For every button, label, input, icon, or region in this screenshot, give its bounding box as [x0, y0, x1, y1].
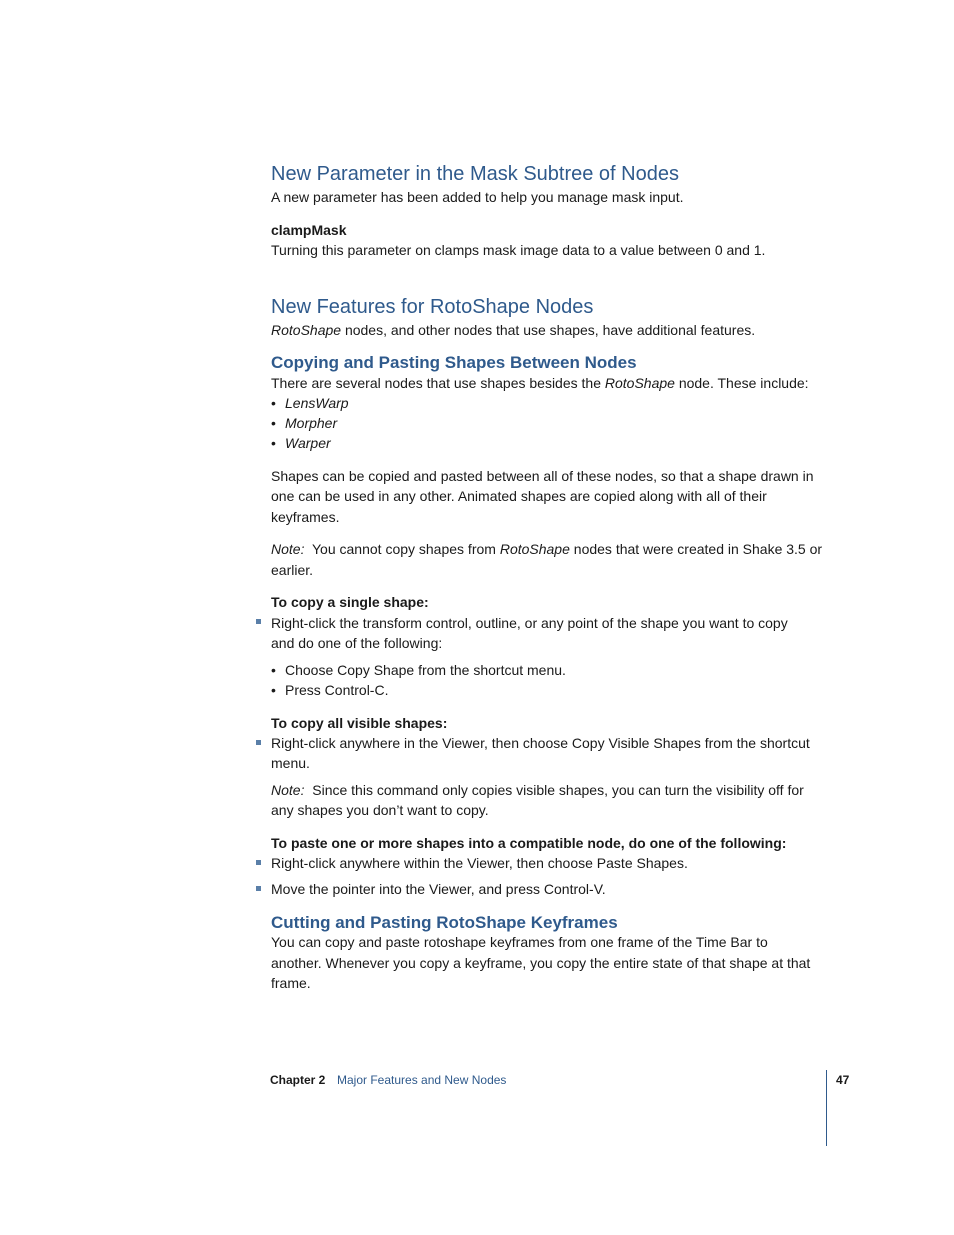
subsection-heading-cutting: Cutting and Pasting RotoShape Keyframes — [271, 913, 618, 932]
bullet-dot: • — [271, 435, 276, 451]
bullet-dot: • — [271, 662, 276, 678]
copy-intro: There are several nodes that use shapes besides the RotoShape node. These include: — [271, 375, 809, 391]
footer-divider — [826, 1070, 827, 1146]
step-line: menu. — [271, 755, 310, 771]
step-bullet-square — [256, 860, 261, 865]
step-line: and do one of the following: — [271, 635, 443, 651]
step-line: Move the pointer into the Viewer, and press Control-V. — [271, 881, 606, 897]
subsection-heading-copying: Copying and Pasting Shapes Between Nodes — [271, 353, 637, 372]
footer-chapter-title: Major Features and New Nodes — [337, 1073, 507, 1087]
note: Note: You cannot copy shapes from RotoShape nodes that were created in Shake 3.5 or — [271, 541, 823, 557]
list-item: LensWarp — [285, 395, 349, 411]
copy-paragraph-line: Shapes can be copied and pasted between all of these nodes, so that a shape drawn in — [271, 468, 814, 484]
note: Note: Since this command only copies visible shapes, you can turn the visibility off for — [271, 782, 804, 798]
step-line: Right-click anywhere within the Viewer, then choose Paste Shapes. — [271, 855, 688, 871]
cut-paragraph-line: frame. — [271, 975, 311, 991]
section-heading-mask: New Parameter in the Mask Subtree of Nodes — [271, 163, 679, 185]
task-title-paste: To paste one or more shapes into a compatible node, do one of the following: — [271, 835, 787, 851]
option-item: Choose Copy Shape from the shortcut menu. — [285, 662, 566, 678]
cut-paragraph-line: another. Whenever you copy a keyframe, you copy the entire state of that shape at that — [271, 955, 811, 971]
note-line: earlier. — [271, 562, 314, 578]
bullet-dot: • — [271, 415, 276, 431]
param-description: Turning this parameter on clamps mask image data to a value between 0 and 1. — [271, 242, 766, 258]
step-line: Right-click the transform control, outline, or any point of the shape you want to copy — [271, 615, 788, 631]
copy-paragraph-line: keyframes. — [271, 509, 340, 525]
option-item: Press Control-C. — [285, 682, 389, 698]
copy-paragraph-line: one can be used in any other. Animated shapes are copied along with all of their — [271, 488, 767, 504]
list-item: Morpher — [285, 415, 338, 431]
step-line: Right-click anywhere in the Viewer, then choose Copy Visible Shapes from the shortcut — [271, 735, 810, 751]
note-line: any shapes you don’t want to copy. — [271, 802, 489, 818]
task-title-copy-single: To copy a single shape: — [271, 594, 429, 610]
step-bullet-square — [256, 886, 261, 891]
task-title-copy-all: To copy all visible shapes: — [271, 715, 448, 731]
page-number: 47 — [836, 1073, 850, 1087]
cut-paragraph-line: You can copy and paste rotoshape keyframes from one frame of the Time Bar to — [271, 934, 768, 950]
section-heading-rotoshape: New Features for RotoShape Nodes — [271, 296, 594, 318]
bullet-dot: • — [271, 395, 276, 411]
step-bullet-square — [256, 619, 261, 624]
param-name: clampMask — [271, 222, 347, 238]
bullet-dot: • — [271, 682, 276, 698]
rotoshape-intro: RotoShape nodes, and other nodes that use shapes, have additional features. — [271, 322, 756, 338]
mask-intro: A new parameter has been added to help you manage mask input. — [271, 189, 684, 205]
footer-chapter: Chapter 2 — [270, 1073, 326, 1087]
step-bullet-square — [256, 740, 261, 745]
list-item: Warper — [285, 435, 331, 451]
